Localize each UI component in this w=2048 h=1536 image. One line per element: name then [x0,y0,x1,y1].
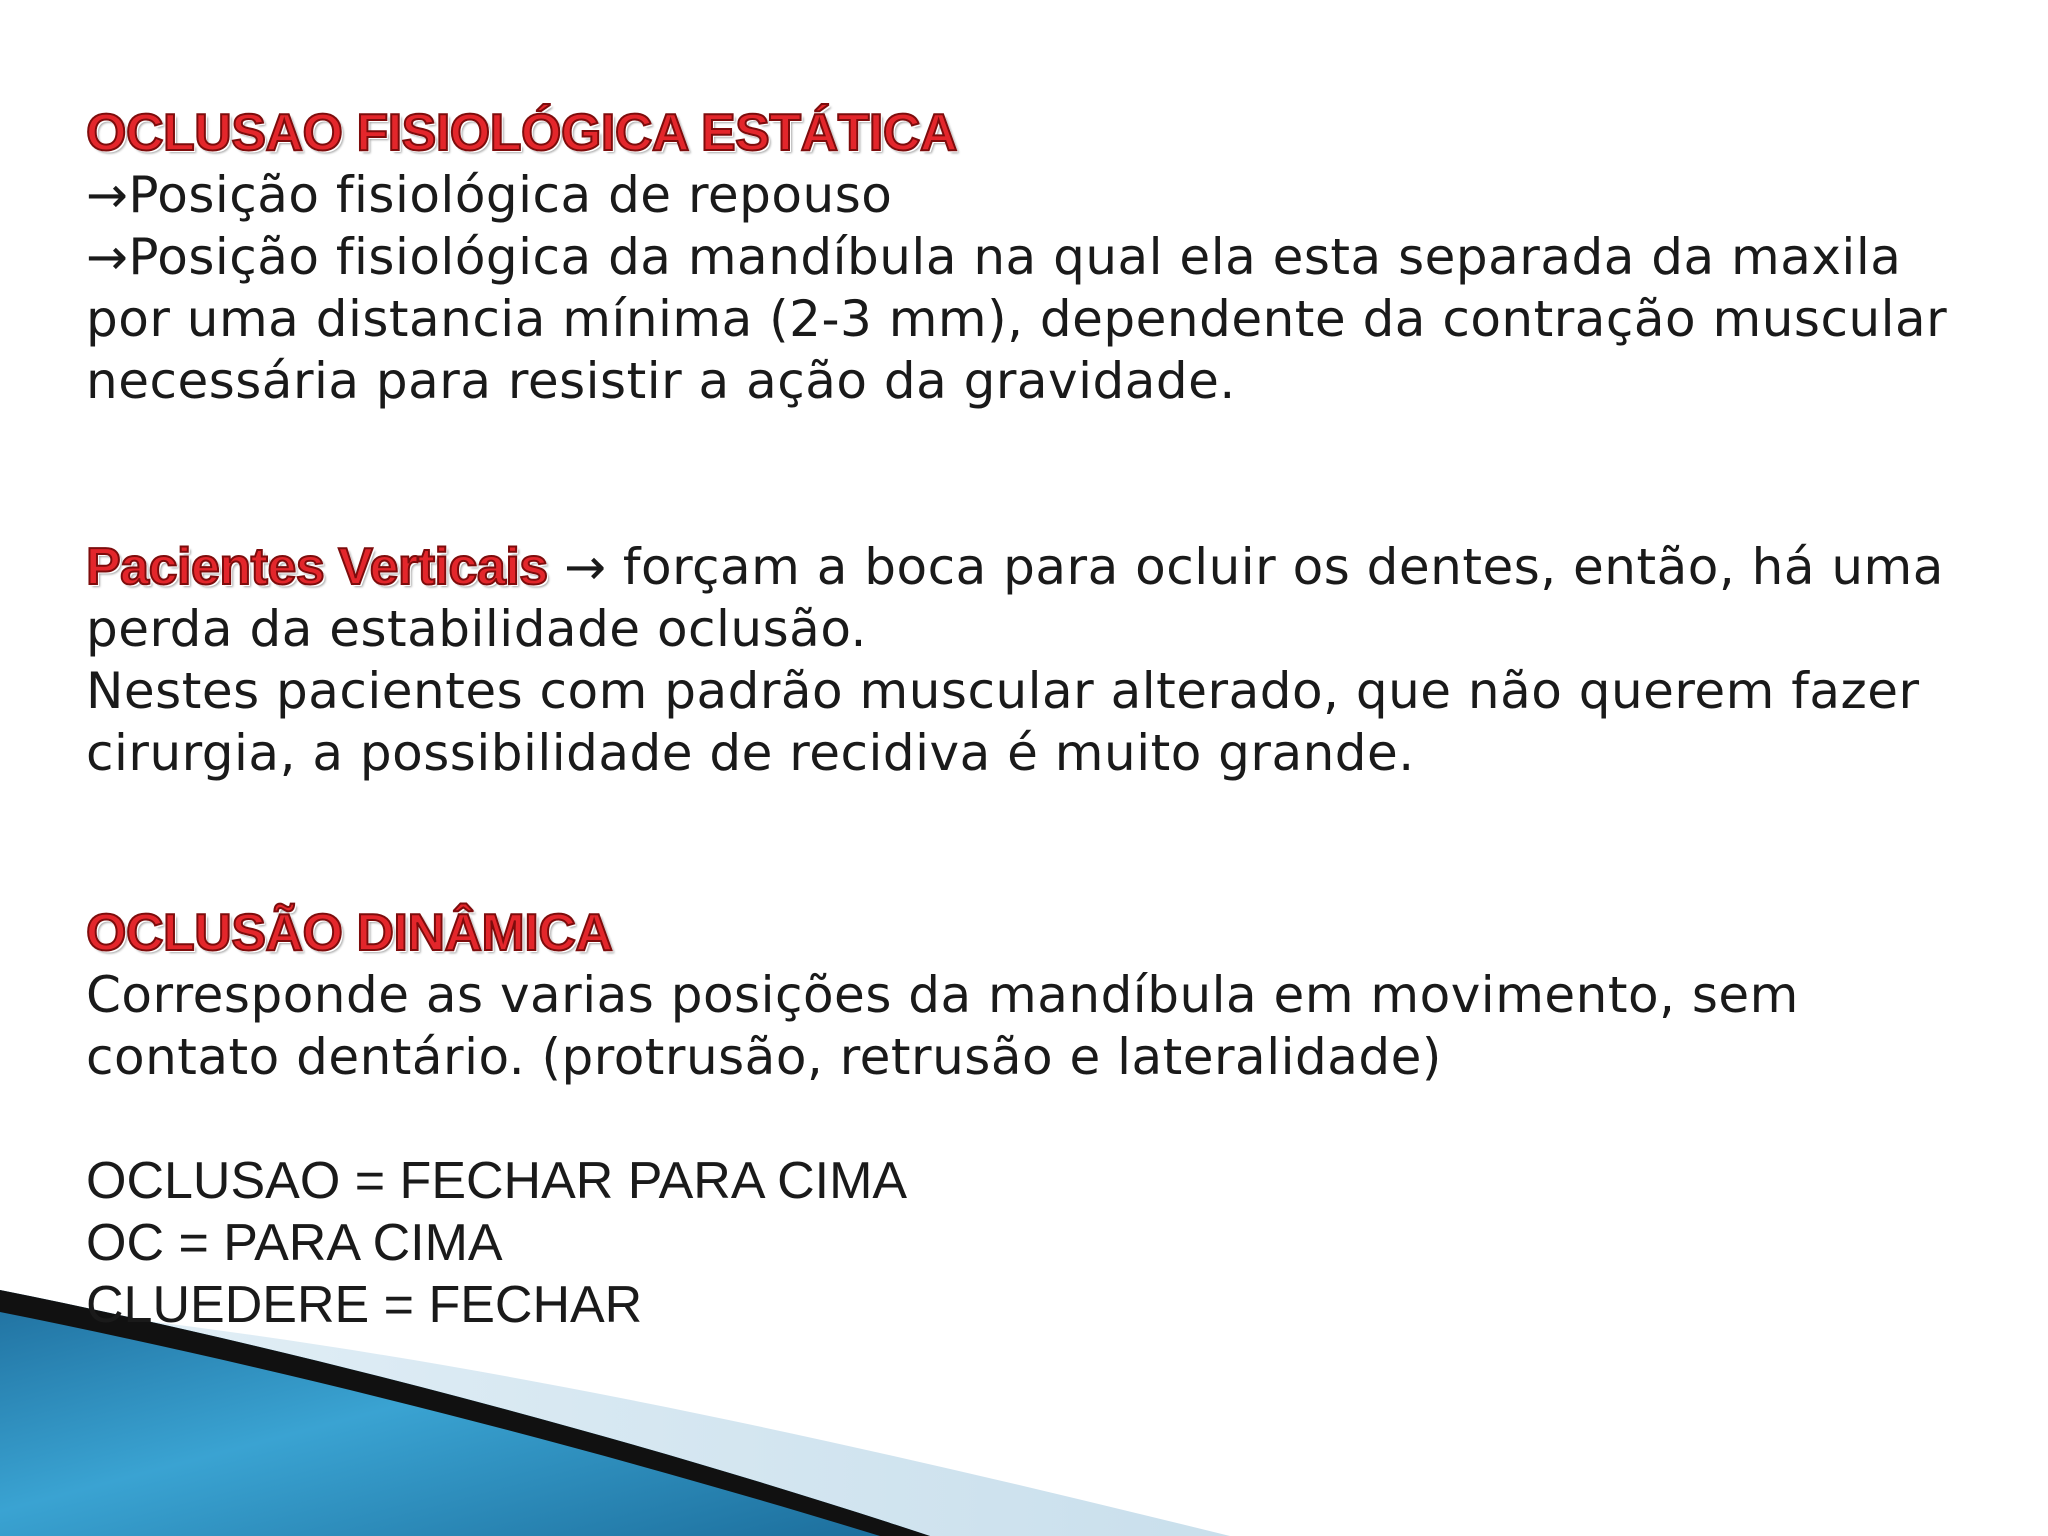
etymology-line-1: OCLUSAO = FECHAR PARA CIMA [86,1152,908,1210]
static-occlusion-title: OCLUSAO FISIOLÓGICA ESTÁTICA [86,104,957,162]
dynamic-line-2: contato dentário. (protrusão, retrusão e lateralidade) [86,1028,1442,1086]
vertical-line-2: perda da estabilidade oclusão. [86,600,867,658]
dynamic-line-1: Corresponde as varias posições da mandíbula em movimento, sem [86,966,1799,1024]
vertical-line-4: cirurgia, a possibilidade de recidiva é muito grande. [86,724,1415,782]
vertical-line-3: Nestes pacientes com padrão muscular alterado, que não querem fazer [86,662,1920,720]
static-continuation-2: necessária para resistir a ação da gravidade. [86,352,1236,410]
etymology-line-3: CLUEDERE = FECHAR [86,1276,643,1334]
dynamic-occlusion-title: OCLUSÃO DINÂMICA [86,904,613,962]
etymology-line-2: OC = PARA CIMA [86,1214,503,1272]
static-bullet-1: →Posição fisiológica de repouso [86,166,893,224]
static-continuation-1: por uma distancia mínima (2-3 mm), dependente da contração muscular [86,290,1948,348]
static-bullet-2: →Posição fisiológica da mandíbula na qual ela esta separada da maxila [86,228,1902,286]
vertical-patients-line [86,536,1944,598]
vertical-patients-label: Pacientes Verticais [86,538,548,596]
vertical-patients-text: → forçam a boca para ocluir os dentes, então, há uma [547,538,1944,596]
